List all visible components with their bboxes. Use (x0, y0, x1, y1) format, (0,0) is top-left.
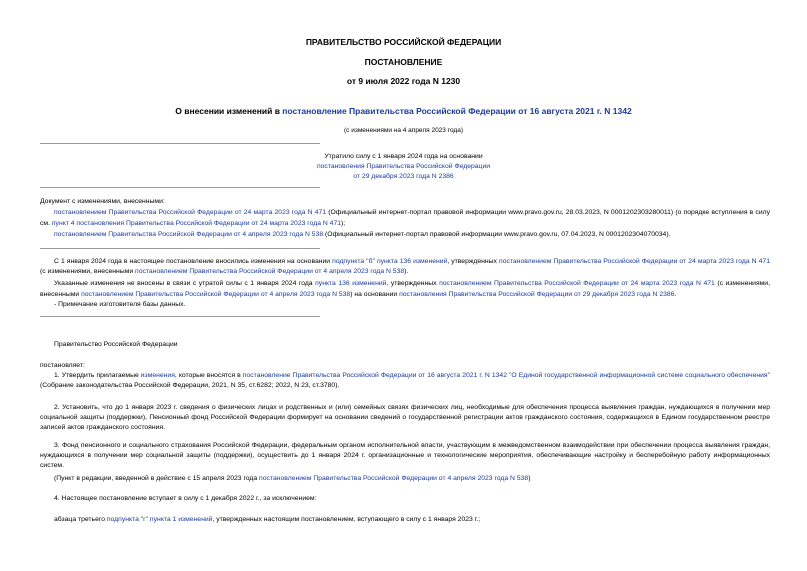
paragraph-4: 4. Настоящее постановление вступает в силу с 1 декабря 2022 г., за исключением: (54, 495, 317, 502)
note-link[interactable]: пункта 136 изменений (315, 280, 387, 288)
body-link[interactable]: постановление Правительства Российской Федерации от 16 августа 2021 г. N 1342 "О Единой государственной информационной системе социального обеспечения" (242, 372, 771, 379)
note-link[interactable]: постановлением Правительства Российской Федерации от 24 марта 2023 года N 471 (499, 258, 770, 265)
paragraph-2: 2. Установить, что до 1 января 2023 г. сведения о физических лицах и родственных и (или) семейных связях физических лиц, необходимые для обеспечения процесса выявления граждан, нуждающихся в получении мер социальной защиты (поддержки), Пенсионный фонд Российской Федерации формирует на основании сведений о государственной регистрации актов гражданского состояния, содержащихся в Едином государственном реестре записей актов гражданского состояния. (40, 404, 770, 432)
change-link[interactable]: постановлением Правительства Российской Федерации от 24 марта 2023 года N 471 (54, 208, 327, 216)
change-text: (Официальный интернет-портал правовой информации www.pravo.gov.ru, 28.03.2023, N 0001202303280011) (о порядке вступления в силу см. (40, 208, 770, 227)
government-line: Правительство Российской Федерации (54, 341, 178, 348)
expiry-link[interactable]: постановления Правительства Российской Федерации (316, 162, 491, 170)
divider (40, 248, 320, 249)
title-link[interactable]: постановление Правительства Российской Федерации от 16 августа 2021 г. N 1342 (282, 106, 632, 116)
government-title: ПРАВИТЕЛЬСТВО РОССИЙСКОЙ ФЕДЕРАЦИИ (305, 37, 502, 47)
body-link[interactable]: подпункта "г" пункта 1 изменений (106, 516, 213, 523)
document-date: от 9 июля 2022 года N 1230 (346, 76, 461, 86)
change-link[interactable]: постановлением Правительства Российской Федерации от 4 апреля 2023 года N 538 (54, 230, 324, 238)
note-link[interactable]: постановлением Правительства Российской Федерации от 24 марта 2023 года N 471 (439, 280, 715, 288)
title-prefix: О внесении изменений в (175, 106, 283, 116)
body-link[interactable]: постановлением Правительства Российской Федерации от 4 апреля 2023 года N 538 (259, 475, 529, 482)
body-link[interactable]: изменения (140, 372, 175, 379)
note-link[interactable]: постановлением Правительства Российской Федерации от 4 апреля 2023 года N 538 (135, 268, 405, 276)
change-text: (Официальный интернет-портал правовой информации www.pravo.gov.ru, 07.04.2023, N 0001202304070034). (323, 230, 671, 238)
edition-note: (с изменениями на 4 апреля 2023 года) (343, 127, 463, 134)
note-paragraph: Указанные изменения не вносены в связи с утратой силы с 1 января 2024 года пункта 136 изменений, утвержденных постановлением Правительства Российской Федерации от 24 марта 2023 года N 471 (с изменениями, внесенными постановлением Правительства Российской Федерации от 4 апреля 2023 года N 538) на основании постановления Правительства Российской Федерации от 29 декабря 2023 года N 2386. (40, 280, 770, 298)
change-item (40, 230, 770, 241)
change-link[interactable]: пункт 4 постановления Правительства Российской Федерации от 24 марта 2023 года N 471 (51, 219, 342, 227)
expiry-notice (0, 152, 807, 182)
document-type: ПОСТАНОВЛЕНИЕ (364, 57, 443, 67)
divider (40, 143, 320, 144)
divider (40, 316, 320, 317)
decrees-word: постановляет: (40, 362, 85, 369)
document-title (0, 106, 807, 117)
expiry-line: Утратило силу с 1 января 2024 года на основании (324, 153, 483, 160)
note-footer: - Примечание изготовителя базы данных. (54, 300, 186, 308)
database-note (40, 257, 770, 310)
changes-intro: Документ с изменениями, внесенными: (40, 198, 165, 205)
paragraph-3-note: (Пункт в редакции, введенной в действие с 15 апреля 2023 года постановлением Правительства Российской Федерации от 4 апреля 2023 года N 538) (54, 475, 531, 482)
change-text: ); (341, 219, 346, 227)
expiry-link-date[interactable]: от 29 декабря 2023 года N 2386 (353, 172, 454, 180)
paragraph-1: 1. Утвердить прилагаемые изменения, которые вносятся в постановление Правительства Российской Федерации от 16 августа 2021 г. N 1342 "О Единой государственной информационной системе социального обеспечения" (Собрание законодательства Российской Федерации, 2021, N 35, ст.6282; 2022, N 23, ст.3780). (40, 372, 771, 390)
note-link[interactable]: постановления Правительства Российской Федерации от 29 декабря 2023 года N 2386 (399, 290, 675, 298)
note-paragraph: С 1 января 2024 года в настоящее постановление вносились изменения на основании подпункта "б" пункта 136 изменений, утвержденных постановлением Правительства Российской Федерации от 24 марта 2023 года N 471 (с изменениями, внесенными постановлением Правительства Российской Федерации от 4 апреля 2023 года N 538). (40, 258, 770, 276)
paragraph-3: 3. Фонд пенсионного и социального страхования Российской Федерации, федеральным органом исполнительной власти, участвующим в межведомственном взаимодействии при обеспечении процесса выявления граждан, нуждающихся в получении мер социальной защиты (поддержки), осуществить до 1 января 2024 г. организационные и технологические мероприятия, обеспечивающие настройку и бесперебойную работу информационных систем. (40, 442, 770, 470)
note-link[interactable]: подпункта "б" пункта 136 изменений (332, 258, 448, 265)
paragraph-5: абзаца третьего подпункта "г" пункта 1 изменений, утвержденных настоящим постановлением, вступающего в силу с 1 января 2023 г.; (54, 516, 481, 523)
changes-block (40, 197, 770, 241)
change-item (40, 208, 770, 230)
divider (40, 187, 320, 188)
note-link[interactable]: постановлением Правительства Российской Федерации от 4 апреля 2023 года N 538 (81, 290, 351, 298)
